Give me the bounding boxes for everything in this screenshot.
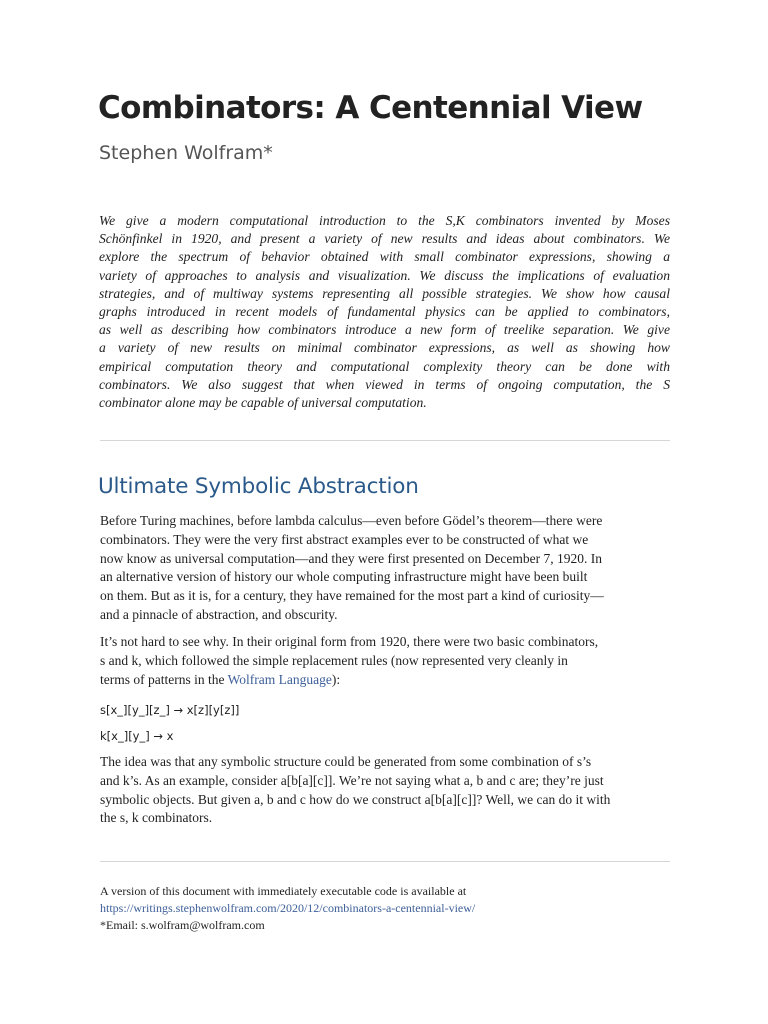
abstract-line: Schönfinkel in 1920, and present a variety of new results and ideas about combinators. We <box>99 231 670 247</box>
paragraph-line: s and k, which followed the simple replacement rules (now represented very cleanly in <box>100 652 568 668</box>
abstract-line: combinator alone may be capable of universal computation. <box>99 395 427 411</box>
paragraph-line: symbolic objects. But given a, b and c how do we construct a[b[a][c]]? Well, we can do it with <box>100 791 611 807</box>
divider <box>100 440 670 441</box>
abstract-line: combinators. We also suggest that when viewed in terms of ongoing computation, the S <box>99 376 670 392</box>
paragraph-line <box>100 671 668 690</box>
abstract-line: empirical computation theory and computational complexity theory can be done with <box>99 358 670 374</box>
abstract-line: a variety of new results on minimal combinator expressions, as well as showing how <box>99 340 670 356</box>
body-paragraph <box>100 753 668 828</box>
footnote <box>100 883 475 933</box>
paragraph-line: on them. But as it is, for a century, they have remained for the most part a kind of curiosity— <box>100 588 604 604</box>
paragraph-text: ): <box>331 671 341 687</box>
section-heading: Ultimate Symbolic Abstraction <box>98 474 419 499</box>
wolfram-language-link[interactable]: Wolfram Language <box>227 671 332 687</box>
abstract <box>99 212 670 412</box>
footnote-email: *Email: s.wolfram@wolfram.com <box>100 917 265 932</box>
k-combinator-rule: k[x_][y_] → x <box>100 729 174 743</box>
paragraph-line: combinators. They were the very first abstract examples ever to be constructed of what we <box>100 531 589 547</box>
divider <box>100 861 670 862</box>
abstract-line: explore the spectrum of behavior obtained with small combinator expressions, showing a <box>99 249 670 265</box>
paragraph-text: terms of patterns in the <box>100 671 228 687</box>
abstract-line: graphs introduced in recent models of fundamental physics can be applied to combinators, <box>99 304 670 320</box>
abstract-line: variety of approaches to analysis and visualization. We discuss the implications of evaluation <box>99 267 670 283</box>
author-name: Stephen Wolfram* <box>99 142 273 164</box>
paragraph-line: and k’s. As an example, consider a[b[a][c]]. We’re not saying what a, b and c are; they’re just <box>100 772 604 788</box>
paragraph-line: now know as universal computation—and they were first presented on December 7, 1920. In <box>100 550 602 566</box>
paragraph-line: Before Turing machines, before lambda calculus—even before Gödel’s theorem—there were <box>100 513 603 528</box>
s-combinator-rule: s[x_][y_][z_] → x[z][y[z]] <box>100 703 240 717</box>
footnote-version-note: A version of this document with immediately executable code is available at <box>100 884 467 898</box>
paper-title: Combinators: A Centennial View <box>98 90 643 126</box>
abstract-line: We give a modern computational introduction to the S,K combinators invented by Moses <box>99 213 670 228</box>
footnote-url-link[interactable]: https://writings.stephenwolfram.com/2020/12/combinators-a-centennial-view/ <box>100 900 476 915</box>
abstract-line: strategies, and of multiway systems representing all possible strategies. We show how causal <box>99 285 670 301</box>
body-paragraph <box>100 512 668 625</box>
abstract-line: as well as describing how combinators introduce a new form of treelike separation. We give <box>99 322 670 338</box>
paragraph-line: The idea was that any symbolic structure could be generated from some combination of s’s <box>100 754 592 769</box>
paragraph-line: an alternative version of history our whole computing infrastructure might have been built <box>100 569 588 585</box>
paragraph-line: It’s not hard to see why. In their original form from 1920, there were two basic combinators, <box>100 634 599 649</box>
paragraph-line: the s, k combinators. <box>100 810 213 826</box>
paragraph-line: and a pinnacle of abstraction, and obscurity. <box>100 606 338 622</box>
body-paragraph <box>100 633 668 689</box>
